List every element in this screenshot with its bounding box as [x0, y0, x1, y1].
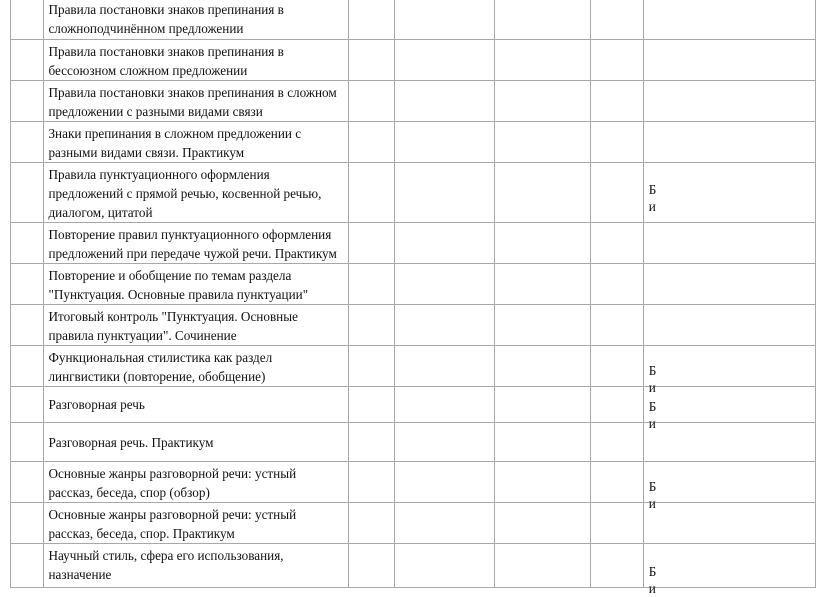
control-cell: [394, 0, 494, 40]
topic-cell: Функциональная стилистика как раздел лингвистики (повторение, обобщение): [44, 346, 348, 387]
hours-cell: [348, 423, 394, 462]
practice-cell: [495, 122, 590, 163]
practice-cell: [495, 264, 590, 305]
date-cell: [590, 423, 643, 462]
topic-cell: Правила пунктуационного оформления предложений с прямой речью, косвенной речью, диалогом, цитатой: [44, 163, 348, 223]
resource-cell: [643, 40, 815, 81]
topic-cell: Повторение и обобщение по темам раздела "Пунктуация. Основные правила пунктуации": [44, 264, 348, 305]
topic-cell: Повторение правил пунктуационного оформления предложений при передаче чужой речи. Практикум: [44, 223, 348, 264]
control-cell: [394, 503, 494, 544]
number-cell: [11, 264, 44, 305]
hours-cell: [348, 503, 394, 544]
topic-cell: Разговорная речь. Практикум: [44, 423, 348, 462]
table-row: [11, 346, 816, 387]
topic-cell: Правила постановки знаков препинания в сложноподчинённом предложении: [44, 0, 348, 40]
date-cell: [590, 81, 643, 122]
practice-cell: [495, 223, 590, 264]
hours-cell: [348, 122, 394, 163]
resource-cell: [643, 503, 815, 544]
practice-cell: [495, 503, 590, 544]
topic-cell: Разговорная речь: [44, 387, 348, 423]
number-cell: [11, 346, 44, 387]
number-cell: [11, 544, 44, 588]
hours-cell: [348, 0, 394, 40]
table-row: [11, 0, 816, 40]
control-cell: [394, 264, 494, 305]
topic-cell: Основные жанры разговорной речи: устный рассказ, беседа, спор (обзор): [44, 462, 348, 503]
table-row: [11, 122, 816, 163]
resource-cell: [643, 81, 815, 122]
resource-cell: [643, 0, 815, 40]
practice-cell: [495, 81, 590, 122]
table-row: [11, 40, 816, 81]
date-cell: [590, 346, 643, 387]
number-cell: [11, 122, 44, 163]
resource-cell: [643, 122, 815, 163]
number-cell: [11, 163, 44, 223]
date-cell: [590, 122, 643, 163]
date-cell: [590, 0, 643, 40]
hours-cell: [348, 40, 394, 81]
hours-cell: [348, 81, 394, 122]
resource-cell: [643, 423, 815, 462]
hours-cell: [348, 223, 394, 264]
practice-cell: [495, 462, 590, 503]
table-row: [11, 462, 816, 503]
resource-mark: Б и: [648, 363, 657, 395]
table-row: [11, 81, 816, 122]
lesson-plan-table: [10, 0, 816, 596]
number-cell: [11, 305, 44, 346]
hours-cell: [348, 264, 394, 305]
table-row: [11, 264, 816, 305]
table-row: [11, 305, 816, 346]
date-cell: [590, 264, 643, 305]
hours-cell: [348, 346, 394, 387]
number-cell: [11, 423, 44, 462]
control-cell: [394, 423, 494, 462]
control-cell: [394, 223, 494, 264]
resource-cell: [643, 264, 815, 305]
control-cell: [394, 40, 494, 81]
table-row: [11, 544, 816, 588]
hours-cell: [348, 305, 394, 346]
number-cell: [11, 40, 44, 81]
topic-cell: Знаки препинания в сложном предложении с разными видами связи. Практикум: [44, 122, 348, 163]
date-cell: [590, 305, 643, 346]
practice-cell: [495, 387, 590, 423]
topic-cell: Правила постановки знаков препинания в бессоюзном сложном предложении: [44, 40, 348, 81]
date-cell: [590, 40, 643, 81]
resource-cell: [643, 305, 815, 346]
hours-cell: [348, 163, 394, 223]
hours-cell: [348, 544, 394, 588]
number-cell: [11, 0, 44, 40]
hours-cell: [348, 387, 394, 423]
practice-cell: [495, 423, 590, 462]
practice-cell: [495, 305, 590, 346]
resource-cell: [643, 387, 815, 431]
resource-cell: [643, 544, 815, 596]
practice-cell: [495, 0, 590, 40]
resource-mark: Б и: [648, 564, 657, 596]
resource-cell: [643, 346, 815, 395]
control-cell: [394, 387, 494, 423]
resource-cell: [643, 223, 815, 264]
date-cell: [590, 223, 643, 264]
number-cell: [11, 387, 44, 423]
control-cell: [394, 346, 494, 387]
topic-cell: Основные жанры разговорной речи: устный рассказ, беседа, спор. Практикум: [44, 503, 348, 544]
date-cell: [590, 462, 643, 503]
control-cell: [394, 163, 494, 223]
practice-cell: [495, 346, 590, 387]
number-cell: [11, 81, 44, 122]
date-cell: [590, 163, 643, 223]
number-cell: [11, 223, 44, 264]
control-cell: [394, 462, 494, 503]
hours-cell: [348, 462, 394, 503]
control-cell: [394, 305, 494, 346]
table-row: [11, 503, 816, 544]
practice-cell: [495, 40, 590, 81]
resource-mark: Б и: [648, 479, 657, 511]
control-cell: [394, 81, 494, 122]
table-row: [11, 387, 816, 423]
number-cell: [11, 462, 44, 503]
practice-cell: [495, 544, 590, 588]
resource-cell: [643, 462, 815, 511]
resource-mark: Б и: [648, 399, 657, 431]
topic-cell: Итоговый контроль "Пунктуация. Основные правила пунктуации". Сочинение: [44, 305, 348, 346]
table-row: [11, 163, 816, 223]
control-cell: [394, 122, 494, 163]
topic-cell: Правила постановки знаков препинания в сложном предложении с разными видами связи: [44, 81, 348, 122]
table-row: [11, 223, 816, 264]
date-cell: [590, 503, 643, 544]
number-cell: [11, 503, 44, 544]
date-cell: [590, 544, 643, 588]
topic-cell: Научный стиль, сфера его использования, назначение: [44, 544, 348, 588]
date-cell: [590, 387, 643, 423]
resource-mark: Б и: [648, 181, 657, 214]
practice-cell: [495, 163, 590, 223]
resource-cell: [643, 163, 815, 223]
table-row: [11, 423, 816, 462]
control-cell: [394, 544, 494, 588]
